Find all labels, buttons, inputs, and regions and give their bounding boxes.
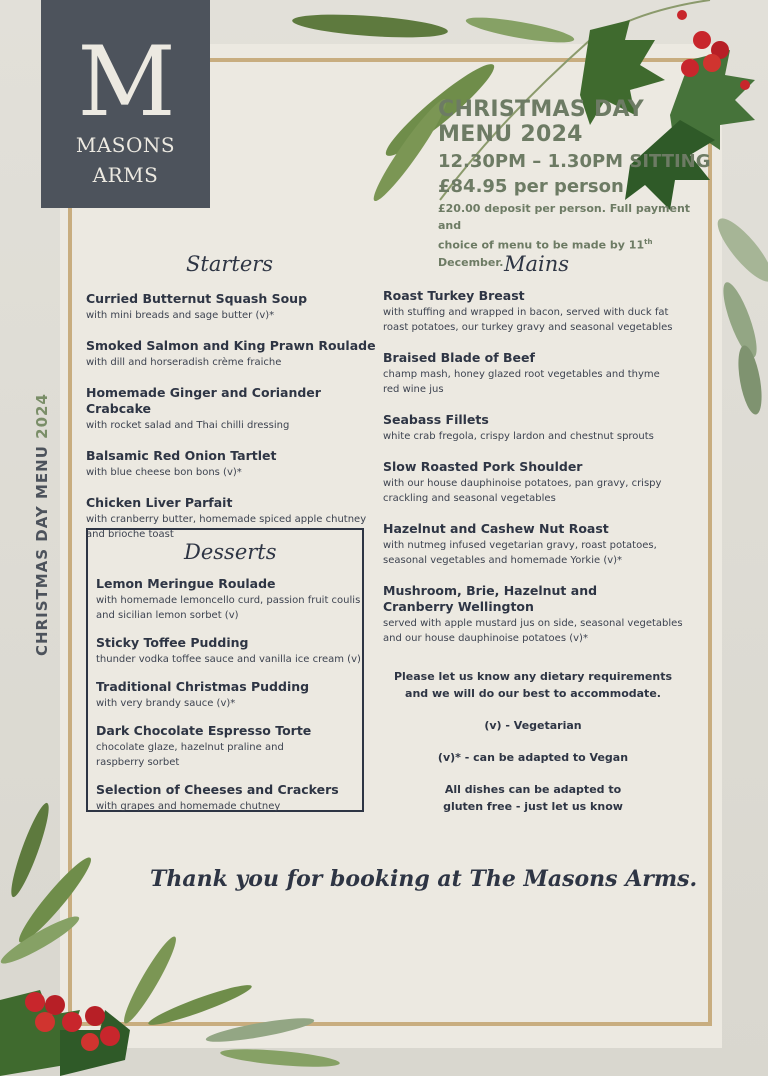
- side-label-year: 2024: [33, 393, 51, 439]
- list-item: Mushroom, Brie, Hazelnut and Cranberry Wellington served with apple mustard jus on side, seasonal vegetables and our house dauphinoise potatoes (v)*: [383, 583, 683, 644]
- desserts-list: [96, 576, 362, 826]
- menu-title: CHRISTMAS DAY MENU 2024: [438, 97, 644, 147]
- note-vegetarian: (v) - Vegetarian: [484, 719, 582, 732]
- sitting-time: 12.30PM – 1.30PM SITTING: [438, 151, 711, 172]
- list-item: Homemade Ginger and Coriander Crabcake with rocket salad and Thai chilli dressing: [86, 385, 321, 431]
- mains-list: [383, 288, 703, 661]
- logo-name: MASONS ARMS: [75, 133, 176, 187]
- logo-letter: M: [77, 26, 174, 138]
- starters-list: [86, 291, 376, 557]
- list-item: Dark Chocolate Espresso Torte chocolate glaze, hazelnut praline and raspberry sorbet: [96, 723, 312, 768]
- side-label-text: CHRISTMAS DAY MENU: [33, 445, 51, 656]
- list-item: Roast Turkey Breast with stuffing and wrapped in bacon, served with duck fat roast potatoes, our turkey gravy and seasonal vegetables: [383, 288, 673, 333]
- thank-you-message: Thank you for booking at The Masons Arms.: [150, 866, 698, 892]
- dietary-notes: [383, 668, 683, 830]
- note-dietary: Please let us know any dietary requirements and we will do our best to accommodate.: [393, 670, 673, 700]
- list-item: Seabass Fillets white crab fregola, crispy lardon and chestnut sprouts: [383, 412, 654, 442]
- list-item: Selection of Cheeses and Crackers with grapes and homemade chutney: [96, 782, 339, 812]
- list-item: Chicken Liver Parfait with cranberry butter, homemade spiced apple chutney and brioche toast: [86, 495, 367, 540]
- deposit-info: £20.00 deposit per person. Full payment and choice of menu to be made by 11th December.: [438, 202, 691, 269]
- holly-decoration-bottom: [0, 790, 360, 1076]
- list-item: Curried Butternut Squash Soup with mini breads and sage butter (v)*: [86, 291, 308, 321]
- list-item: Braised Blade of Beef champ mash, honey glazed root vegetables and thyme red wine jus: [383, 350, 660, 395]
- mains-heading: Mains: [504, 252, 570, 276]
- note-gluten-free: All dishes can be adapted to gluten free - just let us know: [443, 783, 623, 813]
- price: £84.95 per person: [438, 176, 624, 197]
- list-item: Slow Roasted Pork Shoulder with our house dauphinoise potatoes, pan gravy, crispy crackling and seasonal vegetables: [383, 459, 662, 504]
- menu-header: [438, 97, 711, 271]
- note-vegan: (v)* - can be adapted to Vegan: [437, 751, 629, 764]
- side-label: [33, 393, 51, 656]
- starters-heading: Starters: [186, 252, 274, 276]
- desserts-heading: Desserts: [184, 540, 277, 564]
- list-item: Balsamic Red Onion Tartlet with blue cheese bon bons (v)*: [86, 448, 277, 478]
- desserts-box: [86, 528, 364, 812]
- list-item: Smoked Salmon and King Prawn Roulade with dill and horseradish crème fraiche: [86, 338, 376, 368]
- masons-arms-logo: [41, 0, 210, 208]
- list-item: Sticky Toffee Pudding thunder vodka toffee sauce and vanilla ice cream (v): [96, 635, 361, 665]
- list-item: Hazelnut and Cashew Nut Roast with nutmeg infused vegetarian gravy, roast potatoes, seasonal vegetables and homemade Yorkie (v)*: [383, 521, 657, 566]
- list-item: Lemon Meringue Roulade with homemade lemoncello curd, passion fruit coulis and sicilian lemon sorbet (v): [96, 576, 361, 621]
- list-item: Traditional Christmas Pudding with very brandy sauce (v)*: [96, 679, 310, 709]
